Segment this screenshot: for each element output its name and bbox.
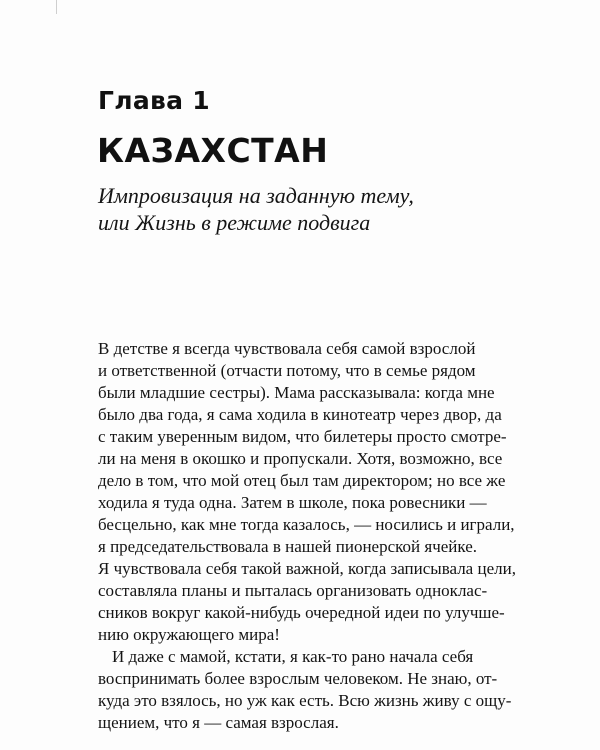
subtitle-line: или Жизнь в режиме подвига [98,210,371,235]
page-edge-mark [56,0,57,14]
text-line: с таким уверенным видом, что билетеры просто смотре- [98,427,507,446]
text-line: Я чувствовала себя такой важной, когда записывала цели, [98,559,516,578]
text-line: дело в том, что мой отец был там директором; но все же [98,471,506,490]
text-line: было два года, я сама ходила в кинотеатр через двор, да [98,405,502,424]
text-line-paragraph-start: И даже с мамой, кстати, я как-то рано начала себя [112,647,474,666]
text-line: сников вокруг какой-нибудь очередной идеи по улучше- [98,603,505,622]
text-line: щением, что я — самая взрослая. [98,713,339,732]
chapter-label: Глава 1 [98,86,210,115]
body-text [98,338,518,734]
chapter-subtitle [98,182,518,236]
text-line: воспринимать более взрослым человеком. Не знаю, от- [98,669,498,688]
text-line: ли на меня в окошко и пропускали. Хотя, возможно, все [98,449,503,468]
subtitle-line: Импровизация на заданную тему, [98,183,414,208]
text-line: куда это взялось, но уж как есть. Всю жизнь живу с ощу- [98,691,512,710]
text-line: ходила я туда одна. Затем в школе, пока ровесники — [98,493,487,512]
chapter-title: КАЗАХСТАН [97,131,329,170]
text-line: составляла планы и пыталась организовать одноклас- [98,581,488,600]
text-line: я председательствовала в нашей пионерской ячейке. [98,537,478,556]
text-line: были младшие сестры). Мама рассказывала: когда мне [98,383,495,402]
text-line: нию окружающего мира! [98,625,280,644]
text-line: и ответственной (отчасти потому, что в семье рядом [98,361,476,380]
text-line: бесцельно, как мне тогда казалось, — носились и играли, [98,515,515,534]
text-line: В детстве я всегда чувствовала себя самой взрослой [98,339,476,358]
